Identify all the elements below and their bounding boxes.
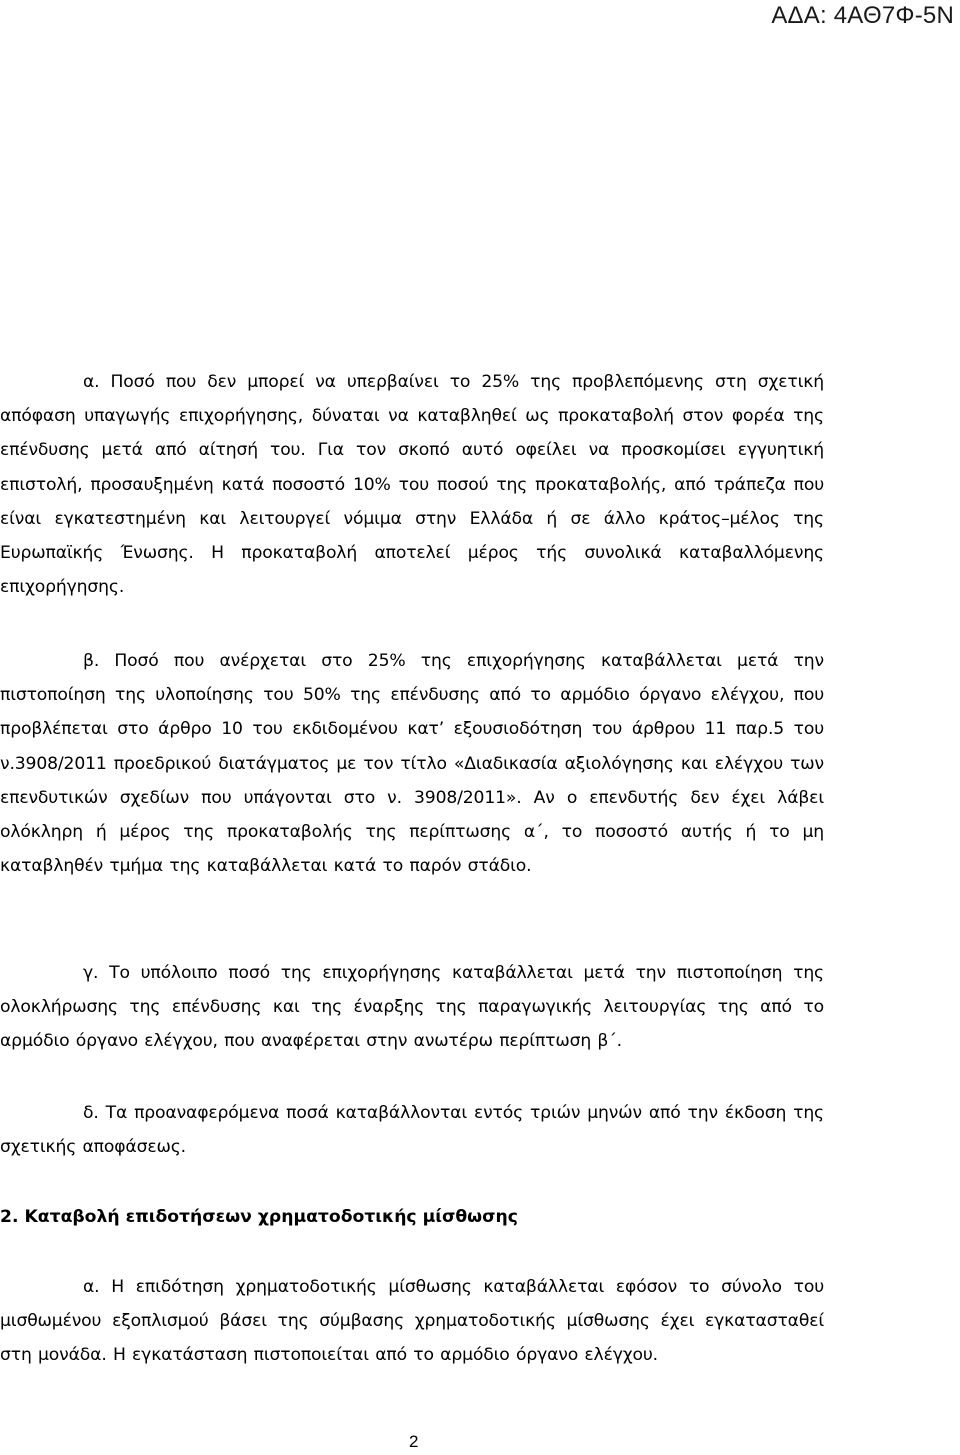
paragraph-delta: δ. Τα προαναφερόμενα ποσά καταβάλλονται εντός τριών μηνών από την έκδοση της σχετικής αποφάσεως. [0,1103,824,1158]
paragraph-section-2-alpha: α. Η επιδότηση χρηματοδοτικής μίσθωσης καταβάλλεται εφόσον το σύνολο του μισθωμένου εξοπλισμού βάσει της σύμβασης χρηματοδοτικής μίσθωσης έχει εγκατασταθεί στη μονάδα. Η εγκατάσταση πιστοποιείται από το αρμόδιο όργανο ελέγχου. [0,1277,824,1366]
paragraph-alpha: α. Ποσό που δεν μπορεί να υπερβαίνει το 25% της προβλεπόμενης στη σχετική απόφαση υπαγωγής επιχορήγησης, δύναται να καταβληθεί ως προκαταβολή στον φορέα της επένδυσης μετά από αίτησή του. Για τον σκοπό αυτό οφείλει να προσκομίσει εγγυητική επιστολή, προσαυξημένη κατά ποσοστό 10% του ποσού της προκαταβολής, από τράπεζα που είναι εγκατεστημένη και λειτουργεί νόμιμα στην Ελλάδα ή σε άλλο κράτος–μέλος της Ευρωπαϊκής Ένωσης. Η προκαταβολή αποτελεί μέρος τής συνολικά καταβαλλόμενης επιχορήγησης. [0,372,824,598]
section-heading: 2. Καταβολή επιδοτήσεων χρηματοδοτικής μίσθωσης [0,1207,518,1227]
page-number: 2 [409,1432,419,1451]
document-id-header: ΑΔΑ: 4ΑΘ7Φ-5Ν [771,2,954,29]
paragraph-beta: β. Ποσό που ανέρχεται στο 25% της επιχορήγησης καταβάλλεται μετά την πιστοποίηση της υλοποίησης του 50% της επένδυσης από το αρμόδιο όργανο ελέγχου, που προβλέπεται στο άρθρο 10 του εκδιδομένου κατ’ εξουσιοδότηση του άρθρου 11 παρ.5 του ν.3908/2011 προεδρικού διατάγματος με τον τίτλο «Διαδικασία αξιολόγησης και ελέγχου των επενδυτικών σχεδίων που υπάγονται στο ν. 3908/2011». Αν ο επενδυτής δεν έχει λάβει ολόκληρη ή μέρος της προκαταβολής της περίπτωσης α΄, το ποσοστό αυτής ή το μη καταβληθέν τμήμα της καταβάλλεται κατά το παρόν στάδιο. [0,651,824,877]
paragraph-gamma: γ. Το υπόλοιπο ποσό της επιχορήγησης καταβάλλεται μετά την πιστοποίηση της ολοκλήρωσης της επένδυσης και της έναρξης της παραγωγικής λειτουργίας της από το αρμόδιο όργανο ελέγχου, που αναφέρεται στην ανωτέρω περίπτωση β΄. [0,963,824,1052]
